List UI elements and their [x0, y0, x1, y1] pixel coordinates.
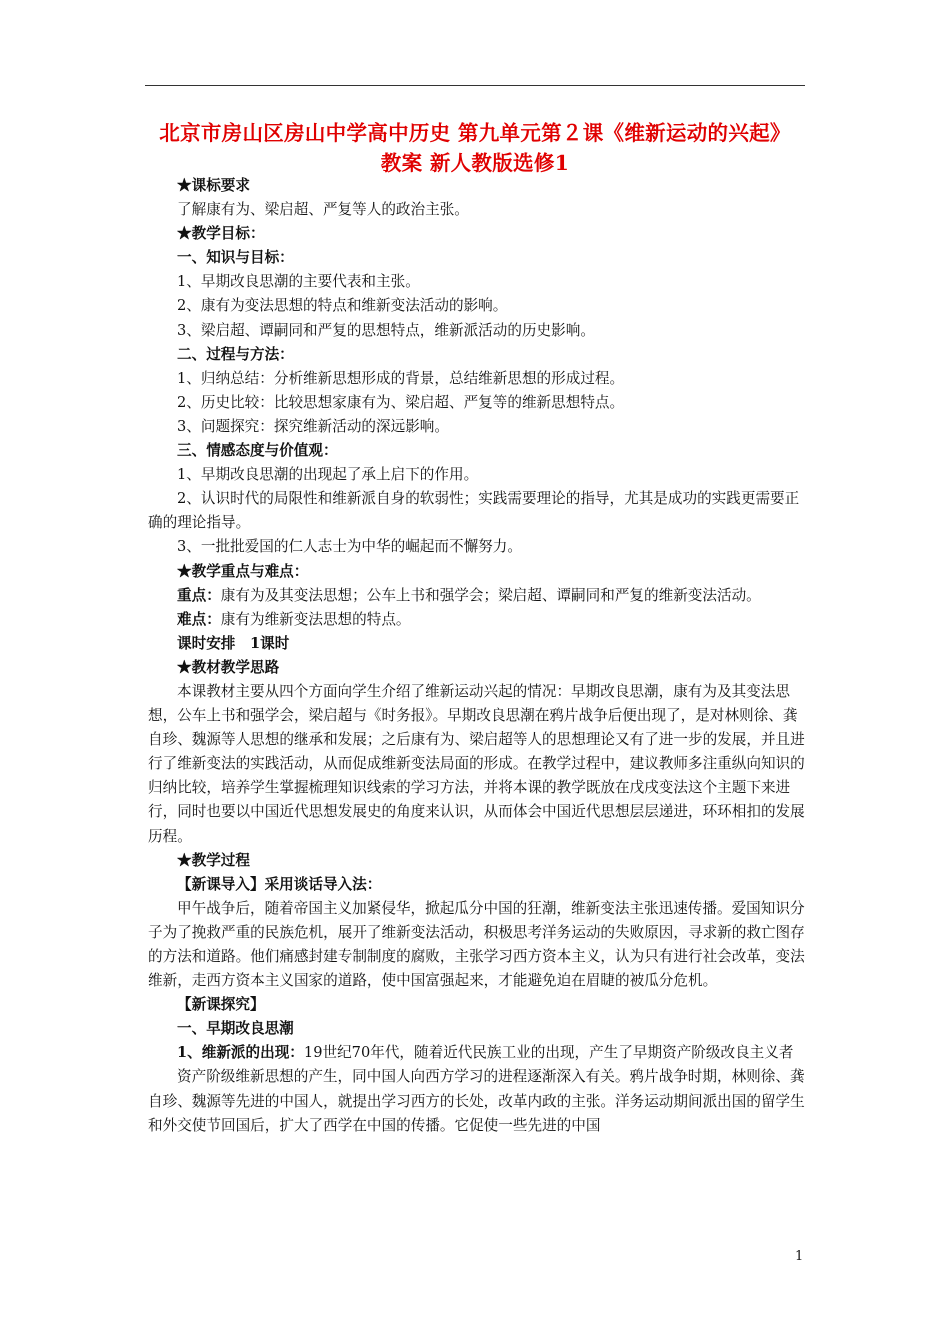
- page-number: 1: [795, 1249, 804, 1264]
- process-heading: 二、过程与方法：: [177, 345, 294, 363]
- process-item: 2、历史比较：比较思想家康有为、梁启超、严复等的维新思想特点。: [177, 393, 625, 411]
- keypoints-heading: ★教学重点与难点：: [177, 562, 309, 580]
- knowledge-item: 1、早期改良思潮的主要代表和主张。: [177, 273, 420, 291]
- key-label: 重点：: [177, 586, 221, 604]
- emotion-item: 3、一批批爱国的仁人志士为中华的崛起而不懈努力。: [177, 538, 522, 556]
- process-item: 1、归纳总结：分析维新思想形成的背景，总结维新思想的形成过程。: [177, 369, 625, 387]
- approach-heading: ★教材教学思路: [177, 658, 280, 676]
- approach-text: 本课教材主要从四个方面向学生介绍了维新运动兴起的情况：早期改良思潮，康有为及其变法思想，公车上书和强学会，梁启超与《时务报》。早期改良思潮在鸦片战争后便出现了，是对林则徐、龚自珍、魏源等人思想的继承和发展；之后康有为、梁启超等人的思想理论又有了进一步的发展，并且进行了维新变法的实践活动，从而促成维新变法局面的形成。在教学过程中，建议教师多注重纵向知识的归纳比较，培养学生掌握梳理知识线索的学习方法，并将本课的教学既放在戊戌变法这个主题下来进行，同时也要以中国近代思想发展史的角度来认识，从而体会中国近代思想层层递进，环环相扣的发展历程。: [148, 682, 805, 845]
- item1-label: 1、维新派的出现：: [177, 1044, 304, 1062]
- hours-line: 课时安排 1课时: [177, 634, 290, 652]
- knowledge-item: 3、梁启超、谭嗣同和严复的思想特点，维新派活动的历史影响。: [177, 321, 595, 339]
- knowledge-heading: 一、知识与目标：: [177, 249, 294, 267]
- standard-text: 了解康有为、梁启超、严复等人的政治主张。: [177, 201, 469, 219]
- emotion-heading: 三、情感态度与价值观：: [177, 442, 338, 460]
- intro-text: 甲午战争后，随着帝国主义加紧侵华，掀起瓜分中国的狂潮，维新变法主张迅速传播。爱国知识分子为了挽救严重的民族危机，展开了维新变法活动，积极思考洋务运动的失败原因，寻求新的救亡图存的方法和道路。他们痛感封建专制制度的腐败，主张学习西方资本主义，认为只有进行社会改革，变法维新，走西方资本主义国家的道路，使中国富强起来，才能避免迫在眉睫的被瓜分危机。: [148, 899, 805, 990]
- difficulty-paragraph: [148, 608, 808, 632]
- document-title: [140, 118, 810, 178]
- teaching-heading: ★教学过程: [177, 851, 250, 869]
- item1-text: 19世纪70年代，随着近代民族工业的出现，产生了早期资产阶级改良主义者: [303, 1044, 794, 1062]
- key-text: 康有为及其变法思想；公车上书和强学会；梁启超、谭嗣同和严复的维新变法活动。: [220, 586, 761, 604]
- title-line-1: 北京市房山区房山中学高中历史 第九单元第２课《维新运动的兴起》: [159, 121, 791, 145]
- final-text: 资产阶级维新思想的产生，同中国人向西方学习的进程逐渐深入有关。鸦片战争时期，林则徐、龚自珍、魏源等先进的中国人，就提出学习西方的长处，改革内政的主张。洋务运动期间派出国的留学生和外交使节回国后，扩大了西学在中国的传播。它促使一些先进的中国: [148, 1068, 805, 1134]
- knowledge-item: 2、康有为变法思想的特点和维新变法活动的影响。: [177, 297, 508, 315]
- intro-heading: 【新课导入】采用谈话导入法：: [177, 875, 382, 893]
- difficulty-label: 难点：: [177, 610, 221, 628]
- title-line-2: 教案 新人教版选修1: [380, 151, 570, 175]
- standard-heading: ★课标要求: [177, 177, 250, 194]
- document-body: [148, 174, 808, 1138]
- explore-heading: 【新课探究】: [177, 996, 265, 1014]
- early-heading: 一、早期改良思潮: [177, 1020, 294, 1038]
- header-rule: [145, 85, 805, 86]
- difficulty-text: 康有为维新变法思想的特点。: [220, 610, 411, 628]
- emotion-item: 1、早期改良思潮的出现起了承上启下的作用。: [177, 466, 479, 484]
- emotion-item: 2、认识时代的局限性和维新派自身的软弱性；实践需要理论的指导，尤其是成功的实践更需要正确的理论指导。: [148, 490, 800, 532]
- goals-heading: ★教学目标：: [177, 225, 265, 243]
- key-paragraph: [148, 584, 808, 608]
- item1-paragraph: [148, 1041, 808, 1065]
- process-item: 3、问题探究：探究维新活动的深远影响。: [177, 417, 449, 435]
